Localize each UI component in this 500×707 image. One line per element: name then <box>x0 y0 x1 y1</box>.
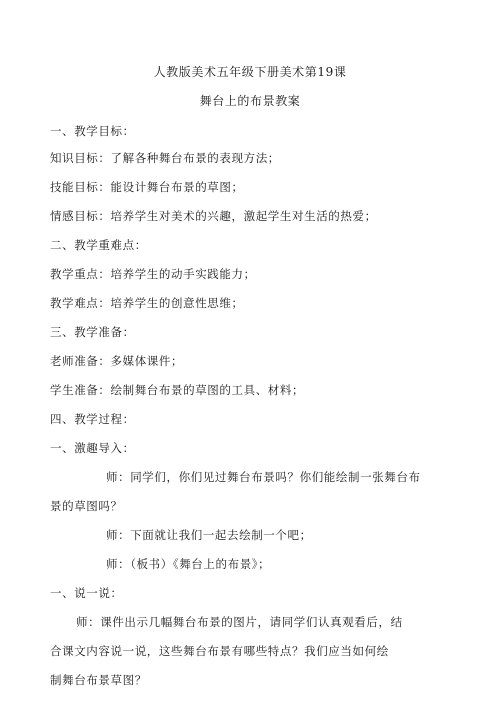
text-line: 师：课件出示几幅舞台布景的图片，请同学们认真观看后，结 <box>76 615 403 629</box>
text-line: 教学难点：培养学生的创意性思维； <box>50 296 244 310</box>
text-line: 知识目标：了解各种舞台布景的表现方法； <box>50 151 280 165</box>
text-line: 合课文内容说一说，这些舞台布景有哪些特点？我们应当如何绘 <box>50 644 389 658</box>
subsection-heading: 一、激趣导入： <box>50 441 135 455</box>
section-heading-preparation: 三、教学准备： <box>50 325 135 339</box>
text-line: 师：（板书）《舞台上的布景》； <box>106 557 271 571</box>
document-title: 人教版美术五年级下册美术第19课 <box>153 65 347 79</box>
section-heading-key-points: 二、教学重难点： <box>50 238 147 252</box>
text-line: 老师准备：多媒体课件； <box>50 354 184 368</box>
document-subtitle: 舞台上的布景教案 <box>199 94 301 108</box>
text-line: 教学重点：培养学生的动手实践能力； <box>50 267 256 281</box>
section-heading-objectives: 一、教学目标： <box>50 124 135 138</box>
text-line: 技能目标：能设计舞台布景的草图； <box>50 180 244 194</box>
subsection-heading: 一、说一说： <box>50 586 123 600</box>
text-line: 学生准备：绘制舞台布景的草图的工具、材料； <box>50 383 305 397</box>
text-line: 景的草图吗？ <box>50 499 123 513</box>
text-line: 师：下面就让我们一起去绘制一个吧； <box>106 528 312 542</box>
text-line: 师：同学们，你们见过舞台布景吗？你们能绘制一张舞台布 <box>106 470 421 484</box>
section-heading-process: 四、教学过程： <box>50 412 135 426</box>
text-line: 制舞台布景草图？ <box>50 673 147 687</box>
text-line: 情感目标：培养学生对美术的兴趣，激起学生对生活的热爱； <box>50 209 377 223</box>
